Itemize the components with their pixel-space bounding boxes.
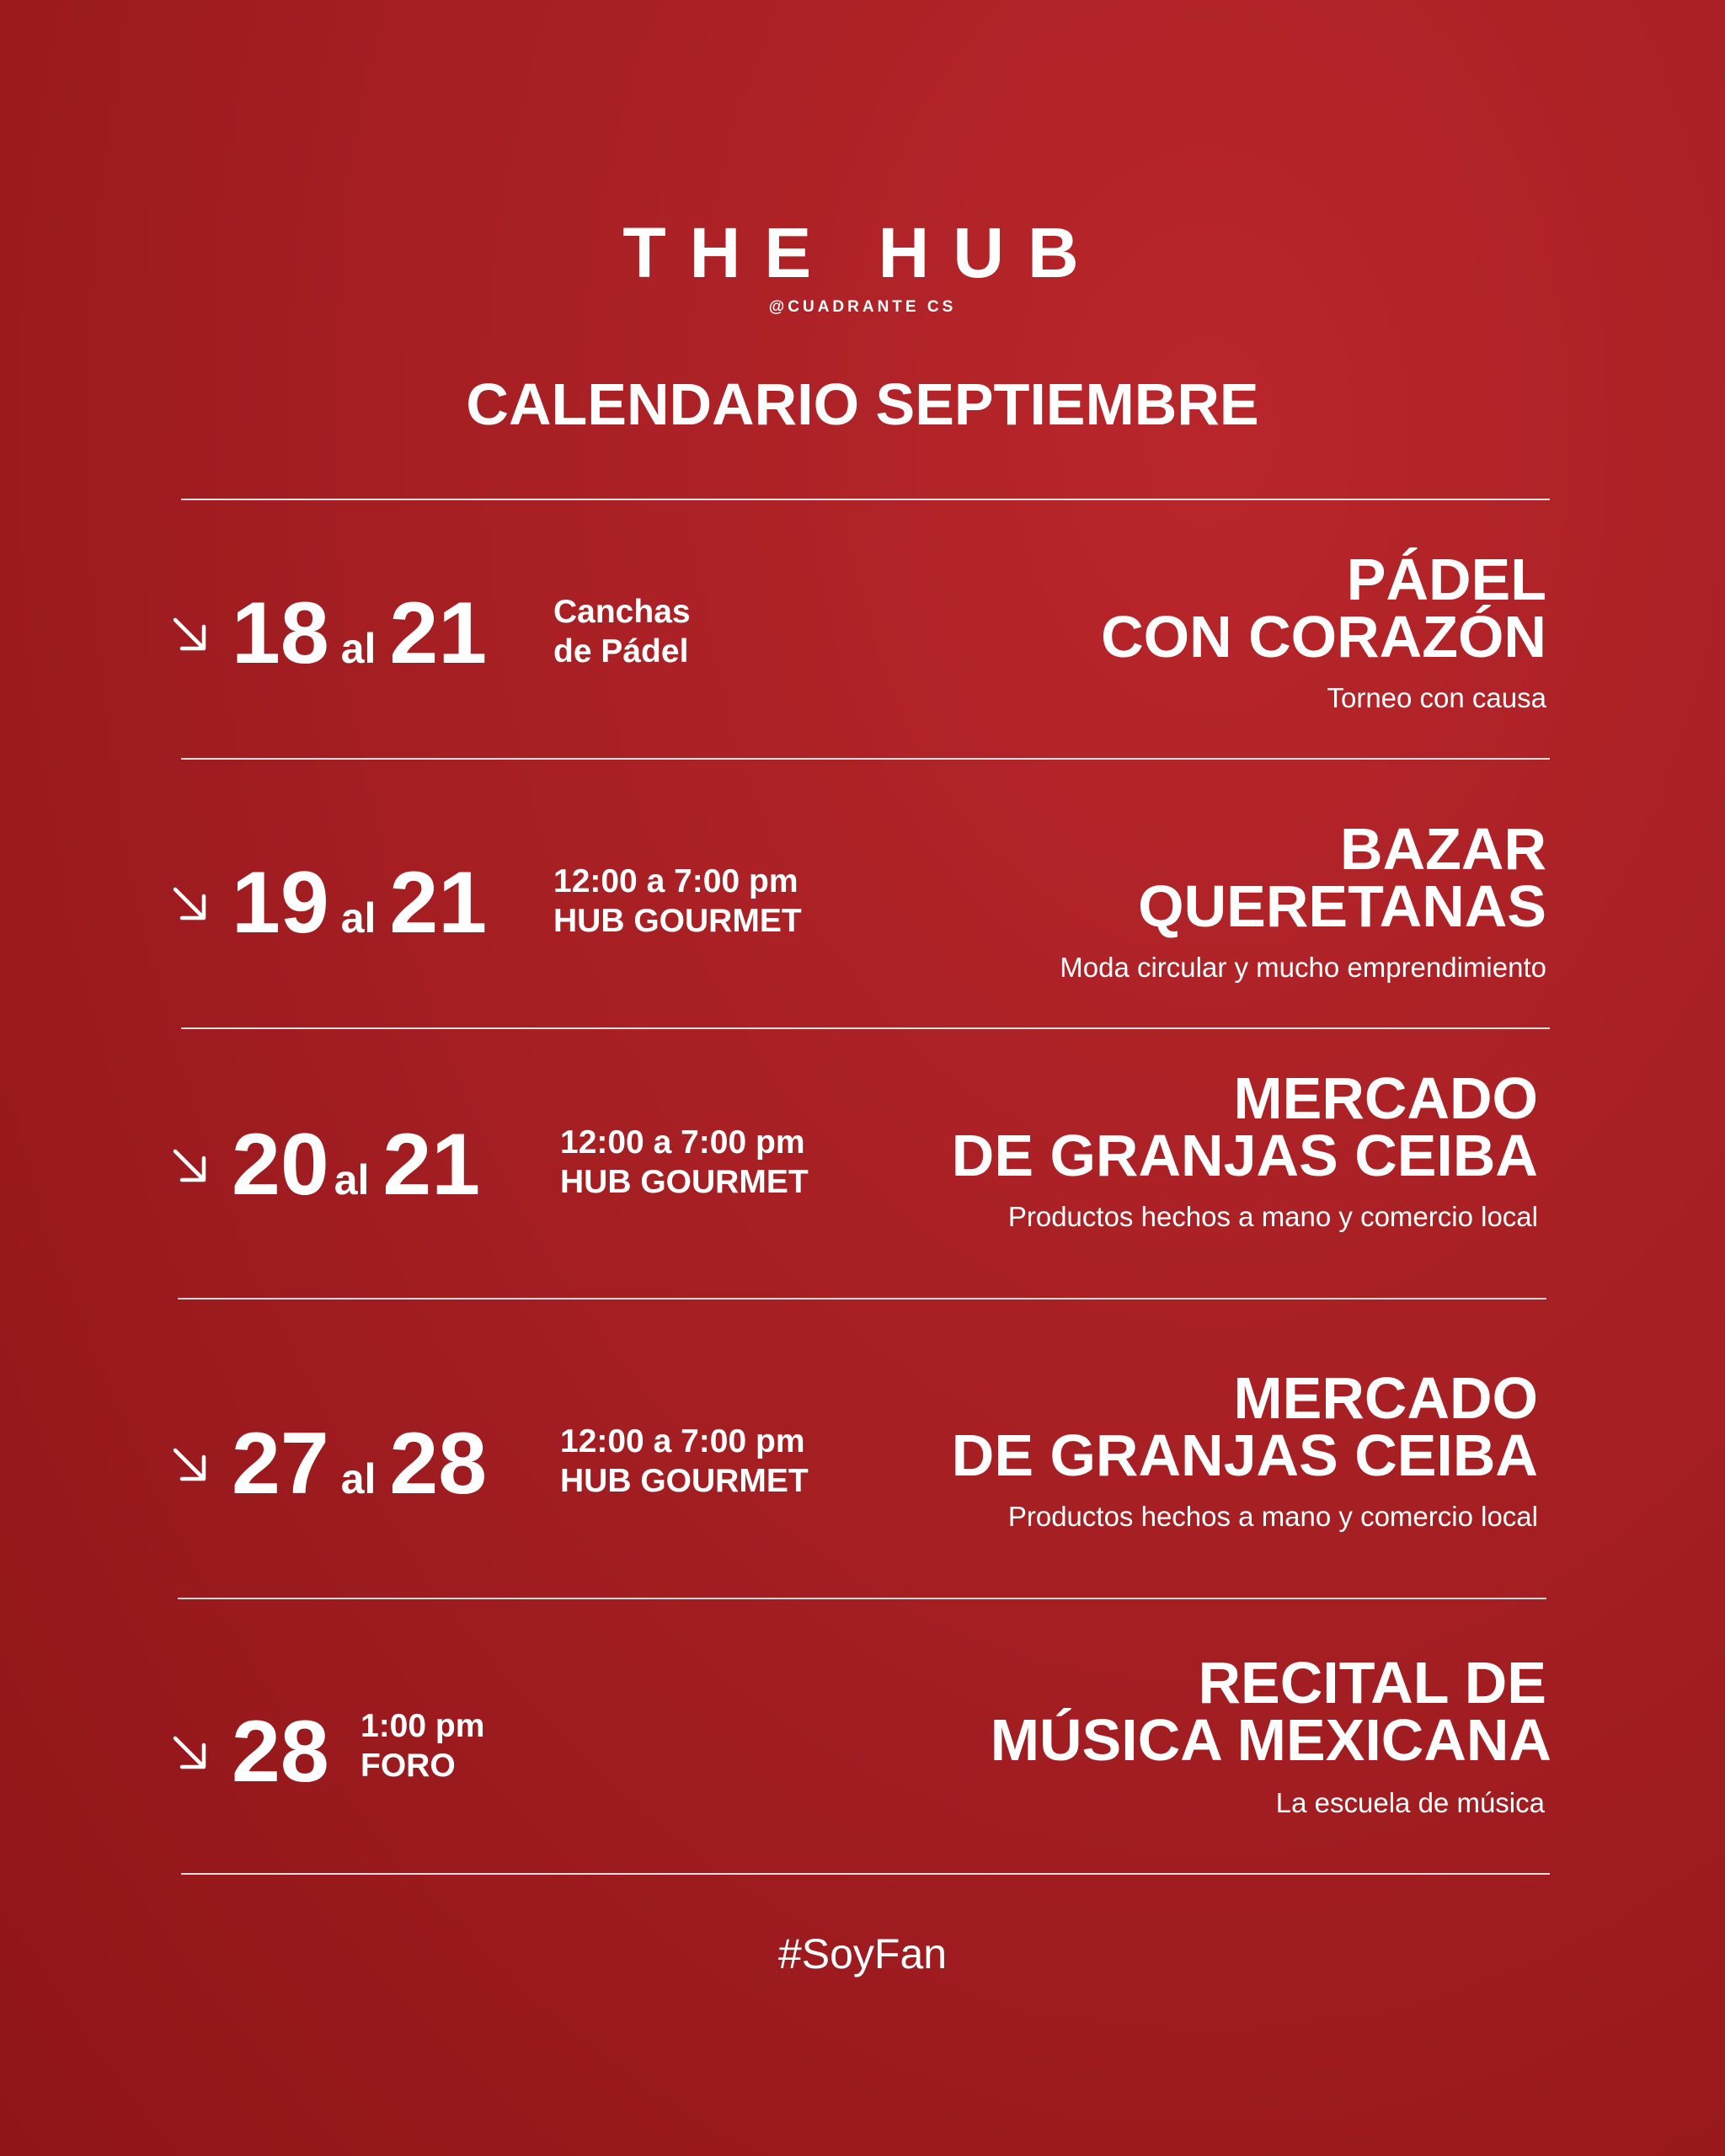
divider (181, 1027, 1550, 1029)
divider (181, 758, 1550, 760)
event-title-line1: PÁDEL (1346, 547, 1546, 612)
event-date-start: 18 (232, 584, 329, 682)
event-date-start: 27 (232, 1415, 329, 1513)
event-date-connector: al (340, 1455, 377, 1502)
event-date (232, 1415, 488, 1513)
event-title-line2: DE GRANJAS CEIBA (951, 1123, 1538, 1188)
brand-logo-subtitle: @CUADRANTE CS (768, 298, 957, 316)
event-venue-line1: 1:00 pm (360, 1708, 485, 1744)
event-title-line2: CON CORAZÓN (1101, 604, 1546, 670)
event-title-line1: BAZAR (1340, 816, 1546, 882)
event-title (1138, 816, 1546, 939)
arrow-down-right-icon (170, 884, 211, 925)
event-title-line2: MÚSICA MEXICANA (990, 1707, 1551, 1773)
event-title (1101, 547, 1546, 670)
event-venue-line1: 12:00 a 7:00 pm (553, 863, 798, 899)
event-date (232, 584, 488, 682)
event-subtitle: Productos hechos a mano y comercio local (1007, 1201, 1538, 1232)
event-venue (360, 1706, 484, 1785)
divider (181, 499, 1550, 500)
event-date-end: 21 (389, 584, 488, 682)
event-date-end: 21 (389, 854, 488, 952)
event-date-connector: al (334, 1156, 370, 1203)
event-title-line1: MERCADO (1233, 1065, 1538, 1131)
event-title (990, 1650, 1551, 1773)
event-date (232, 1703, 329, 1801)
hashtag: #SoyFan (777, 1930, 948, 1977)
event-date-start: 20 (232, 1116, 329, 1214)
event-subtitle: La escuela de música (1275, 1787, 1545, 1818)
event-subtitle: Torneo con causa (1327, 682, 1546, 713)
event-venue-line2: HUB GOURMET (553, 903, 802, 939)
event-date-end: 28 (389, 1415, 488, 1513)
event-venue-line2: HUB GOURMET (560, 1164, 809, 1200)
event-date-connector: al (340, 894, 377, 942)
event-title (951, 1065, 1538, 1188)
event-title-line2: DE GRANJAS CEIBA (951, 1422, 1538, 1488)
event-venue (553, 862, 802, 941)
event-subtitle: Moda circular y mucho emprendimiento (1060, 952, 1546, 983)
event-title-line2: QUERETANAS (1138, 873, 1546, 939)
event-date-end: 21 (382, 1116, 481, 1214)
event-date (232, 854, 488, 952)
event-title-line1: RECITAL DE (1198, 1650, 1546, 1716)
arrow-down-right-icon (170, 1445, 211, 1486)
arrow-down-right-icon (170, 1146, 211, 1187)
event-venue (553, 592, 691, 671)
event-title (951, 1365, 1538, 1488)
event-venue-line2: HUB GOURMET (560, 1463, 809, 1499)
event-subtitle: Productos hechos a mano y comercio local (1007, 1501, 1538, 1532)
event-venue-line1: 12:00 a 7:00 pm (560, 1423, 805, 1460)
divider (181, 1873, 1550, 1875)
event-venue (560, 1422, 809, 1501)
event-venue-line2: de Pádel (553, 633, 689, 670)
event-date-connector: al (340, 625, 377, 672)
event-venue (560, 1123, 809, 1202)
divider (178, 1298, 1546, 1299)
arrow-down-right-icon (170, 615, 211, 655)
brand-logo: THE HUB (622, 213, 1103, 292)
divider (178, 1598, 1546, 1599)
event-venue-line1: Canchas (553, 594, 691, 630)
event-venue-line2: FORO (360, 1748, 456, 1784)
event-date-start: 28 (232, 1703, 329, 1801)
arrow-down-right-icon (170, 1733, 211, 1774)
page-title: CALENDARIO SEPTIEMBRE (466, 371, 1259, 437)
event-venue-line1: 12:00 a 7:00 pm (560, 1124, 805, 1161)
event-date-start: 19 (232, 854, 329, 952)
event-title-line1: MERCADO (1233, 1365, 1538, 1431)
event-date (232, 1116, 481, 1214)
